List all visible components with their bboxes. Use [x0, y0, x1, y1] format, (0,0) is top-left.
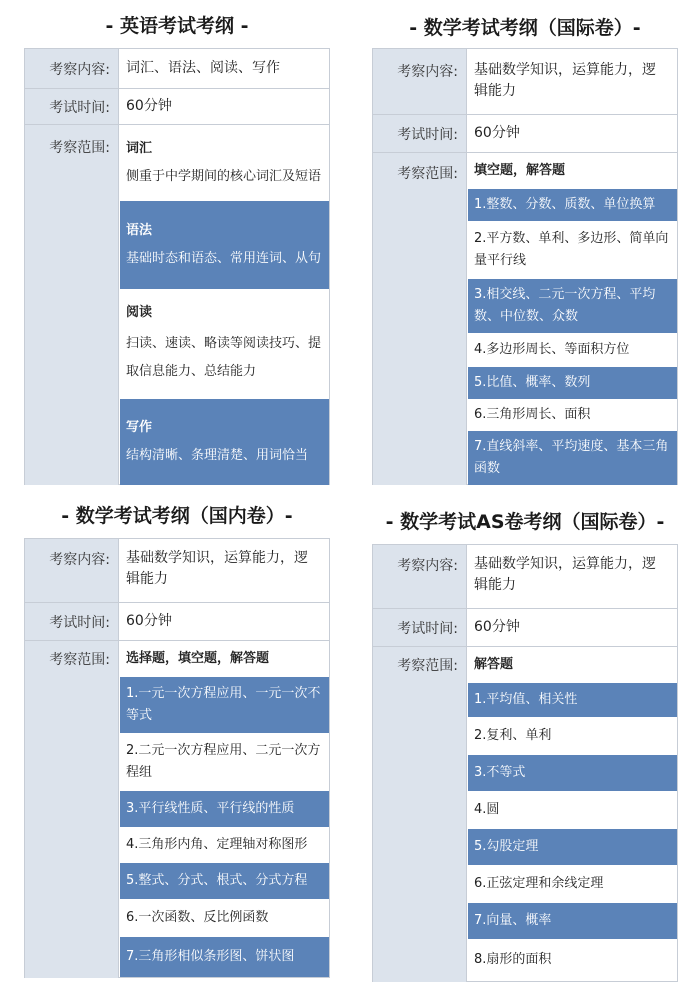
english-content-value: 词汇、语法、阅读、写作 — [126, 60, 280, 76]
math-as-item: 1.平均值、相关性 — [468, 683, 677, 717]
math-intl-item: 5.比值、概率、数列 — [468, 367, 677, 399]
english-block-desc: 扫读、速读、略读等阅读技巧、提取信息能力、总结能力 — [126, 336, 322, 379]
english-block-desc: 基础时态和语态、常用连词、从句 — [126, 251, 322, 266]
math-as-scope-head: 解答题 — [474, 657, 514, 672]
math-domestic-item: 6.一次函数、反比例函数 — [126, 910, 269, 925]
math-as-scope-label: 考察范围: — [373, 647, 467, 982]
english-block-reading — [120, 289, 329, 399]
math-as-table — [372, 544, 678, 982]
english-block-head: 写作 — [126, 420, 153, 435]
english-content-row — [25, 49, 329, 89]
math-as-content-label: 考察内容: — [373, 545, 467, 608]
math-intl-scope-label: 考察范围: — [373, 153, 467, 485]
math-as-item: 6.正弦定理和余线定理 — [474, 876, 604, 891]
math-domestic-syllabus — [24, 504, 330, 978]
english-content-label: 考察内容: — [25, 49, 119, 88]
math-as-item: 7.向量、概率 — [468, 903, 677, 939]
english-syllabus — [24, 12, 330, 486]
english-block-head: 词汇 — [126, 141, 153, 156]
math-intl-item: 7.直线斜率、平均速度、基本三角函数 — [468, 431, 677, 485]
math-as-time-row — [373, 609, 677, 647]
math-intl-content-label: 考察内容: — [373, 49, 467, 114]
math-intl-content-row — [373, 49, 677, 115]
english-block-head: 语法 — [126, 223, 153, 238]
math-intl-time-value: 60分钟 — [474, 125, 520, 141]
english-block-writing — [120, 399, 329, 485]
math-as-content-value: 基础数学知识，运算能力，逻辑能力 — [474, 556, 656, 593]
english-block-grammar — [120, 201, 329, 289]
math-as-item: 2.复利、单利 — [474, 728, 552, 743]
math-intl-table — [372, 48, 678, 485]
math-domestic-item: 5.整式、分式、根式、分式方程 — [120, 863, 329, 899]
math-domestic-scope-row — [25, 641, 329, 978]
english-scope-label: 考察范围: — [25, 125, 119, 485]
math-domestic-item: 1.一元一次方程应用、一元一次不等式 — [120, 677, 329, 733]
math-intl-item: 3.相交线、二元一次方程、平均数、中位数、众数 — [468, 279, 677, 333]
math-intl-scope-head: 填空题，解答题 — [474, 163, 566, 178]
math-intl-item: 4.多边形周长、等面积方位 — [474, 342, 630, 357]
math-as-syllabus — [372, 508, 678, 982]
math-domestic-content-value: 基础数学知识，运算能力，逻辑能力 — [126, 550, 308, 587]
math-intl-title: - 数学考试考纲（国际卷）- — [409, 17, 641, 39]
math-domestic-item: 7.三角形相似条形图、饼状图 — [120, 937, 329, 977]
math-domestic-title: - 数学考试考纲（国内卷）- — [61, 505, 293, 527]
math-intl-item: 1.整数、分数、质数、单位换算 — [468, 189, 677, 221]
english-scope-row — [25, 125, 329, 485]
math-as-item: 8.扇形的面积 — [474, 952, 552, 967]
math-domestic-item: 2.二元一次方程应用、二元一次方程组 — [126, 743, 321, 780]
math-as-content-row — [373, 545, 677, 609]
math-intl-time-label: 考试时间: — [373, 115, 467, 152]
math-domestic-scope-label: 考察范围: — [25, 641, 119, 978]
math-domestic-time-value: 60分钟 — [126, 613, 172, 629]
math-domestic-time-row — [25, 603, 329, 641]
english-time-value: 60分钟 — [126, 98, 172, 114]
math-intl-item: 2.平方数、单利、多边形、简单向量平行线 — [474, 231, 669, 268]
math-as-time-value: 60分钟 — [474, 619, 520, 635]
math-domestic-content-label: 考察内容: — [25, 539, 119, 602]
math-domestic-scope-head: 选择题，填空题，解答题 — [126, 651, 270, 666]
math-intl-content-value: 基础数学知识，运算能力，逻辑能力 — [474, 62, 656, 99]
english-time-label: 考试时间: — [25, 89, 119, 124]
english-block-vocab — [120, 125, 329, 201]
english-table — [24, 48, 330, 485]
math-domestic-time-label: 考试时间: — [25, 603, 119, 640]
english-time-row — [25, 89, 329, 125]
math-as-scope-row — [373, 647, 677, 982]
math-as-item: 3.不等式 — [468, 755, 677, 791]
english-block-head: 阅读 — [126, 305, 153, 320]
math-as-title: - 数学考试AS卷考纲（国际卷）- — [385, 511, 665, 533]
math-as-item: 5.勾股定理 — [468, 829, 677, 865]
math-as-time-label: 考试时间: — [373, 609, 467, 646]
math-domestic-item: 4.三角形内角、定理轴对称图形 — [126, 837, 308, 852]
math-intl-syllabus — [372, 12, 678, 486]
math-domestic-table — [24, 538, 330, 978]
math-intl-time-row — [373, 115, 677, 153]
math-domestic-item: 3.平行线性质、平行线的性质 — [120, 791, 329, 827]
math-domestic-content-row — [25, 539, 329, 603]
english-block-desc: 结构清晰、条理清楚、用词恰当 — [126, 448, 309, 463]
math-intl-item: 6.三角形周长、面积 — [474, 407, 591, 422]
english-title: - 英语考试考纲 - — [105, 15, 249, 37]
english-block-desc: 侧重于中学期间的核心词汇及短语 — [126, 169, 322, 184]
math-as-item: 4.圆 — [474, 802, 500, 817]
math-intl-scope-row — [373, 153, 677, 485]
